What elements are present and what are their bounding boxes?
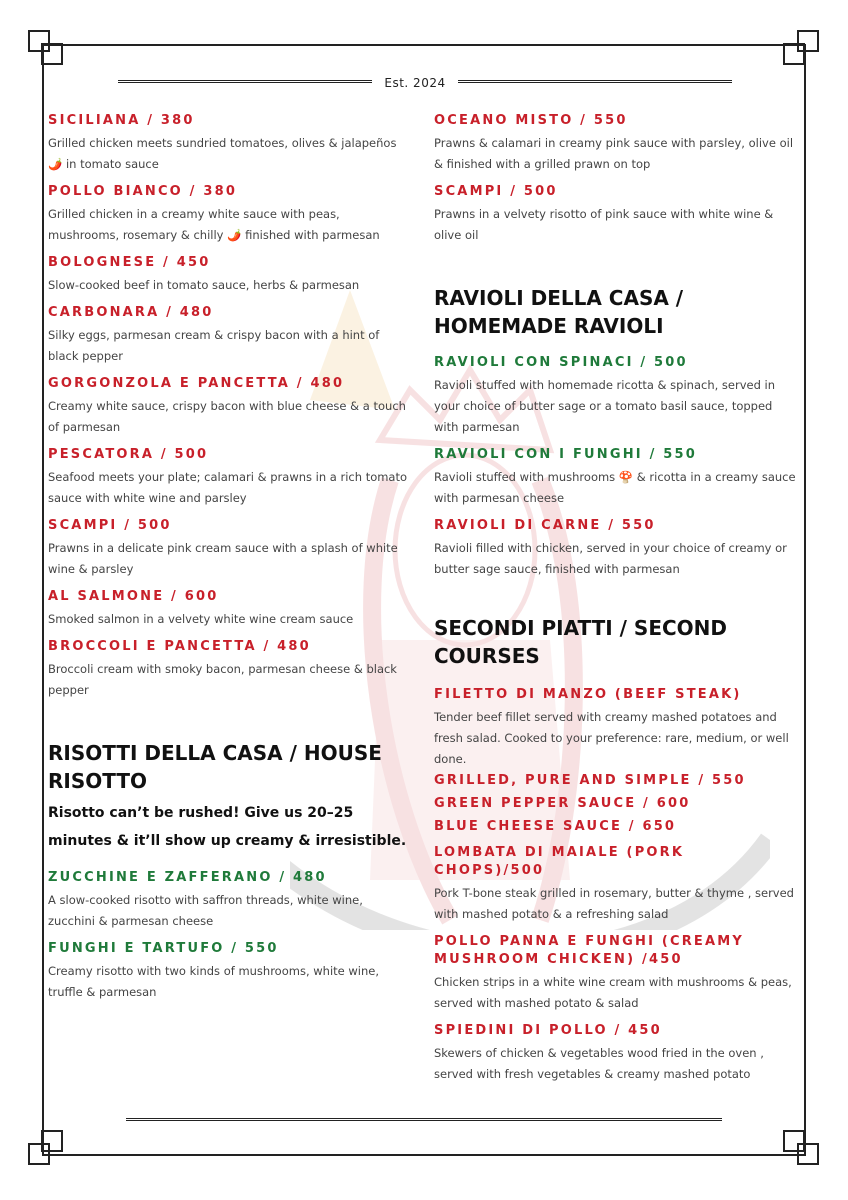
item-description: A slow-cooked risotto with saffron threads, white wine, zucchini & parmesan cheese [48,893,363,928]
menu-item [48,517,408,580]
item-description: Silky eggs, parmesan cream & crispy bacon with a hint of black pepper [48,328,380,363]
corner-ornament-bottom-left [28,1130,58,1160]
item-description: Skewers of chicken & vegetables wood fried in the oven , served with fresh vegetables & creamy mashed potato [434,1046,764,1081]
item-description: Prawns in a delicate pink cream sauce with a splash of white wine & parsley [48,541,398,576]
menu-item [48,183,408,246]
item-name: RAVIOLI DI CARNE / 550 [434,518,656,533]
item-description: Chicken strips in a white wine cream with mushrooms & peas, served with mashed potato & salad [434,975,792,1010]
item-name: SICILIANA / 380 [48,113,195,128]
right-column [434,112,800,1093]
menu-item [434,517,800,580]
menu-item [434,686,800,836]
menu-item [48,375,408,438]
item-name: RAVIOLI CON SPINACI / 500 [434,355,688,370]
established-label: Est. 2024 [372,76,458,90]
steak-option: BLUE CHEESE SAUCE / 650 [434,819,677,834]
item-name: FUNGHI E TARTUFO / 550 [48,941,279,956]
item-description: Ravioli stuffed with homemade ricotta & spinach, served in your choice of butter sage or a tomato basil sauce, topped with parmesan [434,378,776,434]
corner-ornament-bottom-right [778,1130,808,1160]
item-description: Grilled chicken meets sundried tomatoes, olives & jalapeños 🌶️ in tomato sauce [48,136,397,171]
item-name: POLLO BIANCO / 380 [48,184,238,199]
item-name: SPIEDINI DI POLLO / 450 [434,1023,662,1038]
steak-option: GRILLED, PURE AND SIMPLE / 550 [434,773,746,788]
item-name: POLLO PANNA E FUNGHI (CREAMY MUSHROOM CHICKEN) /450 [434,934,745,967]
section-heading-ravioli: RAVIOLI DELLA CASA / HOMEMADE RAVIOLI [434,286,684,338]
item-description: Tender beef fillet served with creamy mashed potatoes and fresh salad. Cooked to your preference: rare, medium, or well done. [434,710,789,766]
item-name: LOMBATA DI MAIALE (PORK CHOPS)/500 [434,845,685,878]
menu-item [434,933,800,1014]
item-description: Prawns & calamari in creamy pink sauce with parsley, olive oil & finished with a grilled prawn on top [434,136,794,171]
menu-item [48,304,408,367]
item-description: Ravioli stuffed with mushrooms 🍄 & ricotta in a creamy sauce with parmesan cheese [434,470,796,505]
item-name: SCAMPI / 500 [48,518,172,533]
corner-ornament-top-left [28,30,58,60]
item-name: GORGONZOLA E PANCETTA / 480 [48,376,345,391]
menu-item [434,354,800,438]
menu-item [434,844,800,925]
menu-item [434,1022,800,1085]
item-name: SCAMPI / 500 [434,184,558,199]
item-name: ZUCCHINE E ZAFFERANO / 480 [48,870,327,885]
item-name: BROCCOLI E PANCETTA / 480 [48,639,311,654]
item-description: Grilled chicken in a creamy white sauce with peas, mushrooms, rosemary & chilly 🌶️ finished with parmesan [48,207,380,242]
menu-item [48,254,408,296]
menu-item [48,940,408,1003]
item-description: Ravioli filled with chicken, served in your choice of creamy or butter sage sauce, finished with parmesan [434,541,787,576]
item-name: PESCATORA / 500 [48,447,209,462]
menu-item [434,183,800,246]
item-name: AL SALMONE / 600 [48,589,219,604]
menu-item [48,446,408,509]
item-name: BOLOGNESE / 450 [48,255,211,270]
corner-ornament-top-right [778,30,808,60]
item-description: Slow-cooked beef in tomato sauce, herbs & parmesan [48,278,360,292]
item-description: Prawns in a velvety risotto of pink sauce with white wine & olive oil [434,207,774,242]
item-name: OCEANO MISTO / 550 [434,113,628,128]
risotto-note: Risotto can’t be rushed! Give us 20–25 minutes & it’ll show up creamy & irresistible. [48,805,407,849]
bottom-divider [126,1118,722,1121]
menu-item [48,869,408,932]
item-description: Broccoli cream with smoky bacon, parmesan cheese & black pepper [48,662,397,697]
menu-item [48,588,408,630]
section-heading-risotto: RISOTTI DELLA CASA / HOUSE RISOTTO [48,741,382,793]
item-name: RAVIOLI CON I FUNGHI / 550 [434,447,697,462]
item-name: CARBONARA / 480 [48,305,214,320]
section-heading-secondi: SECONDI PIATTI / SECOND COURSES [434,616,728,668]
menu-item [434,446,800,509]
steak-option: GREEN PEPPER SAUCE / 600 [434,796,691,811]
item-description: Creamy white sauce, crispy bacon with blue cheese & a touch of parmesan [48,399,406,434]
item-description: Seafood meets your plate; calamari & prawns in a rich tomato sauce with white wine and parsley [48,470,408,505]
item-description: Creamy risotto with two kinds of mushrooms, white wine, truffle & parmesan [48,964,380,999]
menu-item [48,112,408,175]
left-column [48,112,408,1011]
item-description: Pork T-bone steak grilled in rosemary, butter & thyme , served with mashed potato & a refreshing salad [434,886,794,921]
menu-item [434,112,800,175]
menu-item [48,638,408,701]
item-name: FILETTO DI MANZO (BEEF STEAK) [434,687,742,702]
item-description: Smoked salmon in a velvety white wine cream sauce [48,612,354,626]
